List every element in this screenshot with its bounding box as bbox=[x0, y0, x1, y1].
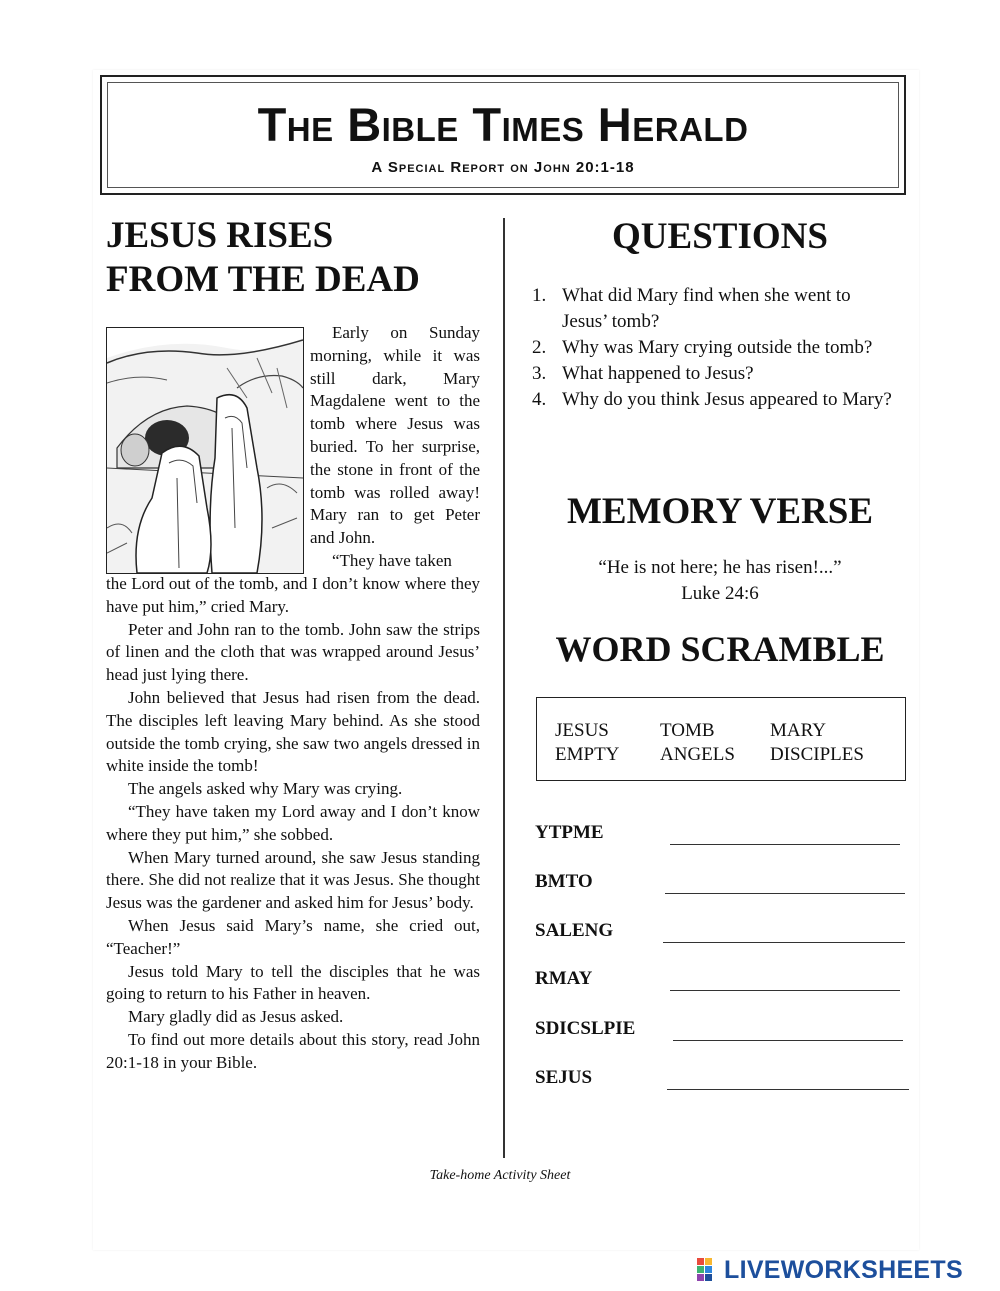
question-number: 4. bbox=[532, 389, 547, 410]
liveworksheets-logo-icon bbox=[697, 1258, 721, 1282]
answer-input-bmto[interactable] bbox=[665, 867, 905, 894]
verse-reference: Luke 24:6 bbox=[681, 583, 759, 604]
questions-heading: QUESTIONS bbox=[612, 216, 828, 257]
word-scramble-heading: WORD SCRAMBLE bbox=[555, 629, 885, 669]
question-item bbox=[532, 283, 892, 335]
article-paragraph: John believed that Jesus had risen from the dead. The disciples left leaving Mary behind. As she stood outside the tomb crying, she saw two angels dressed in white inside the tomb! bbox=[106, 687, 480, 776]
word-bank-item: JESUS bbox=[555, 720, 609, 741]
tomb-scene-drawing bbox=[107, 328, 303, 573]
scramble-row bbox=[535, 871, 905, 897]
headline-line-1: JESUS RISES bbox=[106, 215, 334, 256]
article-paragraph: The angels asked why Mary was crying. bbox=[128, 779, 403, 799]
question-item bbox=[532, 335, 892, 361]
verse-quote: “He is not here; he has risen!...” bbox=[598, 557, 842, 578]
brand-name: LIVEWORKSHEETS bbox=[724, 1256, 963, 1284]
article-paragraph: Jesus told Mary to tell the disciples that he was going to return to his Father in heaven. bbox=[106, 961, 480, 1004]
word-bank-item: EMPTY bbox=[555, 744, 620, 765]
masthead bbox=[100, 75, 906, 195]
word-bank-item: DISCIPLES bbox=[770, 744, 864, 765]
scrambled-word: SEJUS bbox=[535, 1067, 593, 1088]
article-body bbox=[106, 573, 480, 1075]
word-bank-item: MARY bbox=[770, 720, 826, 741]
newspaper-subtitle: A Special Report on John 20:1-18 bbox=[371, 159, 635, 176]
article-paragraph: “They have taken my Lord away and I don’t know where they put him,” she sobbed. bbox=[106, 801, 480, 844]
headline-line-2: FROM THE DEAD bbox=[106, 259, 420, 300]
column-divider bbox=[503, 218, 505, 1158]
memory-verse bbox=[520, 555, 920, 607]
sheet-footer: Take-home Activity Sheet bbox=[429, 1168, 571, 1183]
scrambled-word: SDICSLPIE bbox=[535, 1018, 636, 1039]
question-number: 2. bbox=[532, 337, 547, 358]
question-text: What did Mary find when she went to Jesus’ tomb? bbox=[562, 285, 851, 332]
answer-input-saleng[interactable] bbox=[663, 916, 905, 943]
answer-input-sejus[interactable] bbox=[667, 1063, 909, 1090]
scramble-row bbox=[535, 1018, 905, 1044]
question-number: 3. bbox=[532, 363, 547, 384]
scrambled-word: SALENG bbox=[535, 920, 614, 941]
article-lead-paragraph bbox=[310, 322, 480, 573]
scramble-row bbox=[535, 822, 905, 848]
scramble-row bbox=[535, 920, 905, 946]
tomb-illustration bbox=[106, 327, 304, 574]
article-paragraph: Mary gladly did as Jesus asked. bbox=[128, 1007, 344, 1027]
question-item bbox=[532, 387, 892, 413]
article-paragraph: “They have taken bbox=[332, 550, 452, 570]
article-headline bbox=[106, 214, 486, 302]
liveworksheets-brand[interactable] bbox=[697, 1256, 997, 1284]
word-bank-item: ANGELS bbox=[660, 744, 735, 765]
question-text: Why was Mary crying outside the tomb? bbox=[562, 337, 873, 358]
word-bank bbox=[536, 697, 906, 781]
scrambled-word: BMTO bbox=[535, 871, 593, 892]
answer-input-rmay[interactable] bbox=[670, 964, 900, 991]
word-bank-item: TOMB bbox=[660, 720, 715, 741]
article-paragraph: When Jesus said Mary’s name, she cried out, “Teacher!” bbox=[106, 915, 480, 958]
answer-input-sdicslpie[interactable] bbox=[673, 1014, 903, 1041]
question-text: Why do you think Jesus appeared to Mary? bbox=[562, 389, 892, 410]
questions-list bbox=[532, 283, 892, 413]
question-item bbox=[532, 361, 892, 387]
question-text: What happened to Jesus? bbox=[562, 363, 754, 384]
question-number: 1. bbox=[532, 285, 547, 306]
newspaper-title: The Bible Times Herald bbox=[257, 98, 749, 151]
answer-input-ytpme[interactable] bbox=[670, 818, 900, 845]
scrambled-word: YTPME bbox=[535, 822, 604, 843]
scramble-row bbox=[535, 1067, 905, 1093]
article-paragraph: Peter and John ran to the tomb. John saw the strips of linen and the cloth that was wrapped around Jesus’ head just lying there. bbox=[106, 619, 480, 685]
article-paragraph: To find out more details about this story, read John 20:1-18 in your Bible. bbox=[106, 1029, 480, 1072]
article-paragraph: Early on Sunday morning, while it was still dark, Mary Magdalene went to the tomb where Jesus was buried. To her surprise, the stone in front of the tomb was rolled away! Mary ran to get Peter and John. bbox=[310, 323, 480, 548]
scrambled-word: RMAY bbox=[535, 968, 593, 989]
article-paragraph: When Mary turned around, she saw Jesus standing there. She did not realize that it was Jesus. She thought Jesus was the gardener and asked him for Jesus’ body. bbox=[106, 847, 480, 913]
article-paragraph: the Lord out of the tomb, and I don’t know where they have put him,” cried Mary. bbox=[106, 574, 480, 616]
scramble-row bbox=[535, 968, 905, 994]
memory-verse-heading: MEMORY VERSE bbox=[566, 491, 874, 532]
